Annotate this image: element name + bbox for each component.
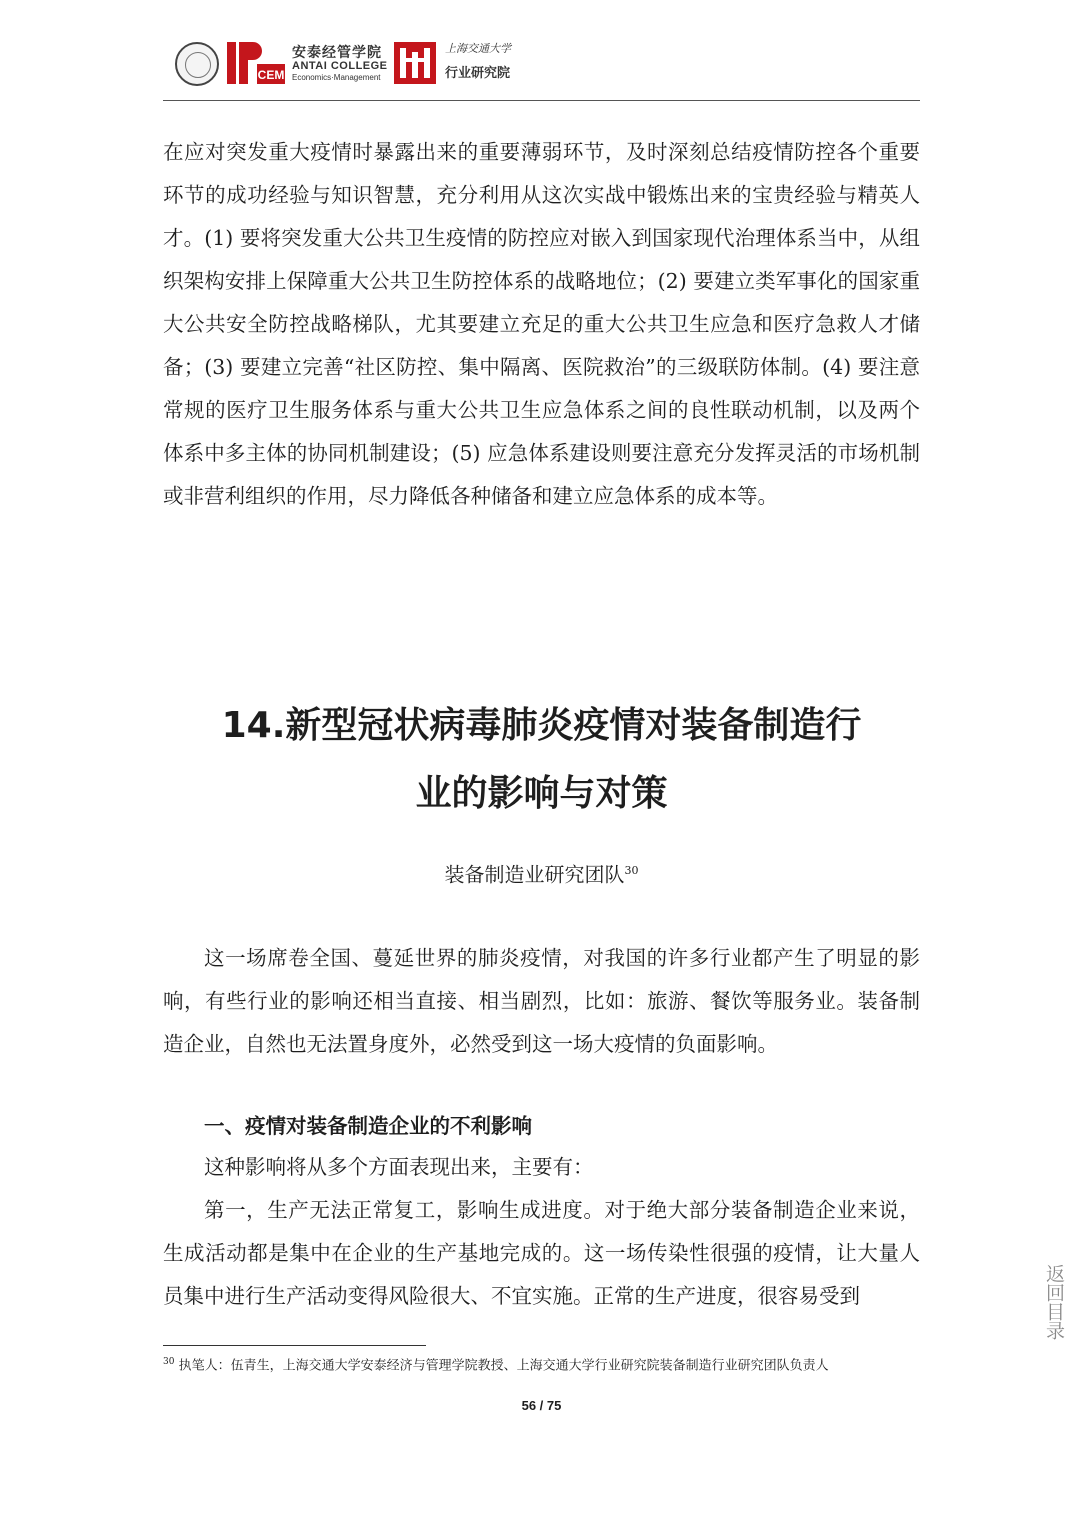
- college-name-en-sub: Economics·Management: [292, 73, 381, 82]
- footnote-divider: [163, 1345, 426, 1346]
- author-name: 装备制造业研究团队: [444, 862, 625, 887]
- intro-paragraph: 这一场席卷全国、蔓延世界的肺炎疫情，对我国的许多行业都产生了明显的影响，有些行业的影响还相当直接、相当剧烈，比如：旅游、餐饮等服务业。装备制造企业，自然也无法置身度外，必然受到这一场大疫情的负面影响。: [163, 946, 920, 1056]
- college-name-en: ANTAI COLLEGE: [292, 60, 388, 72]
- page-header: [163, 40, 920, 100]
- section-title-line-1: 14.新型冠状病毒肺炎疫情对装备制造行: [221, 705, 862, 746]
- acem-logo-icon: [227, 42, 285, 84]
- svg-text:CEM: CEM: [257, 68, 285, 82]
- header-divider: [163, 100, 920, 101]
- industry-institute-logo-icon: [394, 42, 436, 84]
- return-to-toc-link[interactable]: 返回目录: [1043, 1264, 1065, 1340]
- sub-intro: 这种影响将从多个方面表现出来，主要有：: [204, 1155, 594, 1179]
- footnote-reference[interactable]: 30: [624, 864, 639, 877]
- body-paragraph-1: 在应对突发重大疫情时暴露出来的重要薄弱环节，及时深刻总结疫情防控各个重要环节的成功经验与知识智慧，充分利用从这次实战中锻炼出来的宝贵经验与精英人才。(1) 要将突发重大公共卫生疫情的防控应对嵌入到国家现代治理体系当中，从组织架构安排上保障重大公共卫生防控体系的战略地位；(2) 要建立类军事化的国家重大公共安全防控战略梯队，尤其要建立充足的重大公共卫生应急和医疗急救人才储备；(3) 要建立完善“社区防控、集中隔离、医院救治”的三级联防体制。(4) 要注意常规的医疗卫生服务体系与重大公共卫生应急体系之间的良性联动机制，以及两个体系中多主体的协同机制建设；(5) 应急体系建设则要注意充分发挥灵活的市场机制或非营利组织的作用，尽力降低各种储备和建立应急体系的成本等。: [163, 140, 920, 508]
- section-title-line-2: 业的影响与对策: [415, 773, 668, 814]
- university-seal-icon: [175, 42, 219, 86]
- author-line: [163, 856, 920, 890]
- footnote: [163, 1352, 920, 1376]
- footnote-text: 执笔人：伍青生，上海交通大学安泰经济与管理学院教授、上海交通大学行业研究院装备制造行业研究团队负责人: [174, 1358, 829, 1374]
- section-title: [163, 692, 920, 828]
- subheading: 一、疫情对装备制造企业的不利影响: [204, 1114, 532, 1138]
- point-1-paragraph: 第一，生产无法正常复工，影响生成进度。对于绝大部分装备制造企业来说，生成活动都是集中在企业的生产基地完成的。这一场传染性很强的疫情，让大量人员集中进行生产活动变得风险很大、不宜实施。正常的生产进度，很容易受到: [163, 1198, 920, 1308]
- college-name-cn: 安泰经管学院: [292, 45, 382, 61]
- footnote-number: 30: [163, 1357, 175, 1367]
- university-name: 上海交通大学: [445, 42, 511, 55]
- page-number: 56 / 75: [521, 1398, 562, 1413]
- institute-name: 行业研究院: [445, 66, 511, 81]
